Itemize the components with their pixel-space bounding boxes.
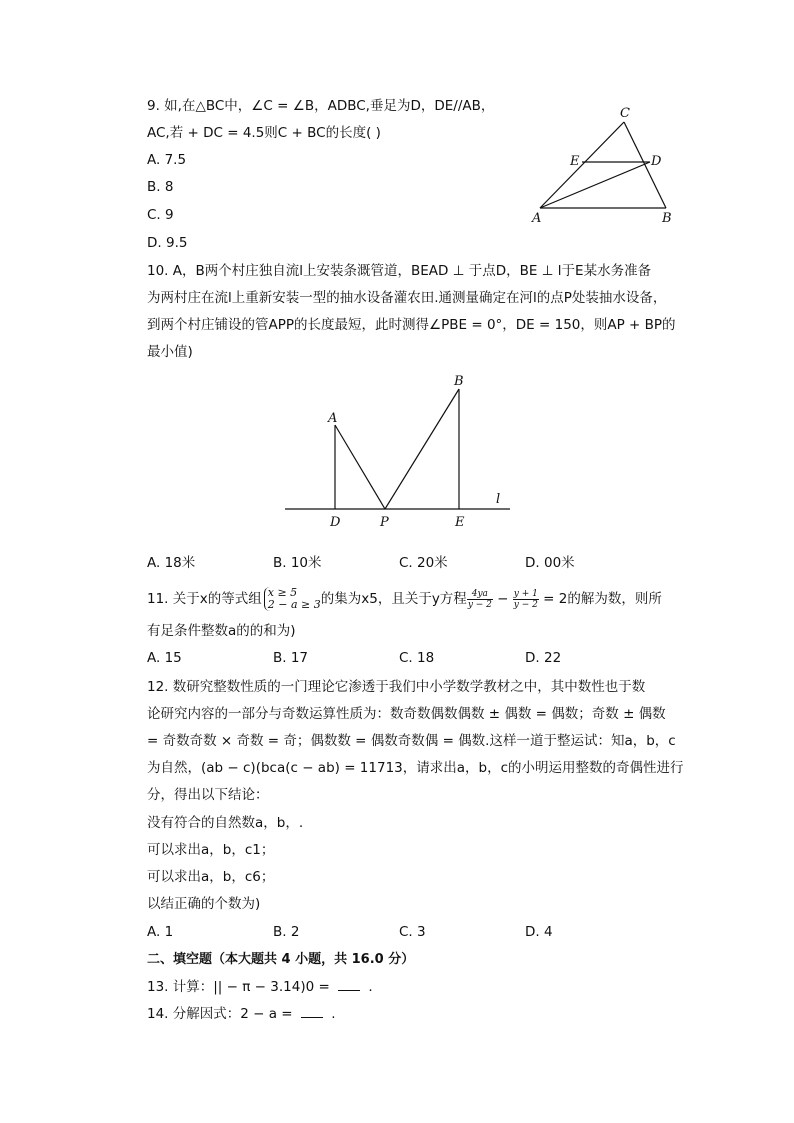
q12-stem-line3: = 奇数奇数 × 奇数 = 奇；偶数数 = 偶数奇数偶 = 偶数.这样一道于整运试：知a，b，c [147,733,676,749]
q12-stem-line1: 12. 数研究整数性质的一门理论它渗透于我们中小学数学教材之中，其中数性也于数 [147,679,646,695]
q11-prefix: 11. 关于x的等式组 [147,591,262,607]
q12-option-d: D. 4 [525,924,553,940]
q10-stem-line4: 最小值) [147,344,193,360]
q12-conclusion-2: 可以求出a，b，c1； [147,842,275,858]
side-ac [540,122,624,208]
q11-fraction-1 [467,589,493,610]
segment-ap [335,425,385,509]
q12-stem-line4: 为自然，(ab − c)(bca(c − ab) = 11713，请求出a，b，c的小明运用整数的奇偶性进行 [147,760,684,776]
q12-option-a: A. 1 [147,924,174,940]
q9-stem-line2: AC,若 + DC = 4.5则C + BC的长度( ) [147,125,381,141]
q12-option-b: B. 2 [273,924,300,940]
section-heading-fill-in: 二、填空题（本大题共 4 小题，共 16.0 分） [147,952,415,967]
label-l: l [496,492,501,507]
q9-triangle-figure [520,100,690,230]
segment-ad [540,162,650,208]
q11-inequality-system [264,587,321,611]
q9-stem-line1: 9. 如,在△BC中，∠C = ∠B，ADBC,垂足为D，DE//AB， [147,98,495,114]
q11-frac2-num: y + 1 [513,588,538,599]
q11-suffix: = 2的解为数，则所 [538,591,662,607]
label-a: A [532,211,542,226]
q12-option-c: C. 3 [399,924,426,940]
q11-minus: − [492,591,513,607]
q9-option-b: B. 8 [147,179,174,195]
q14-stem [147,1004,336,1024]
q13-answer-blank[interactable] [338,978,360,991]
q11-fraction-2 [513,589,539,610]
segment-pb [385,389,459,509]
q10-option-b: B. 10米 [273,555,322,571]
label-e: E [455,515,465,530]
q10-option-d: D. 00米 [525,555,575,571]
q12-conclusion-3: 可以求出a，b，c6； [147,869,275,885]
q14-end: . [326,1006,336,1022]
label-p: P [380,515,389,530]
q11-frac2-den: y − 2 [513,599,538,610]
label-b: B [454,374,464,389]
q11-option-b: B. 17 [273,650,309,666]
q11-stem-line2: 有足条件整数a的的和为) [147,623,296,639]
q10-option-c: C. 20米 [399,555,448,571]
q9-option-a: A. 7.5 [147,152,187,168]
q11-frac1-den: y − 2 [467,599,492,610]
q11-sys-bottom: 2 − a ≥ 3 [267,598,321,611]
label-e: E [570,154,580,169]
q13-stem [147,977,373,997]
q10-river-figure [280,368,520,533]
q9-option-c: C. 9 [147,207,174,223]
q11-sys-top: x ≥ 5 [267,586,298,599]
q11-option-d: D. 22 [525,650,562,666]
q12-conclusion-1: 没有符合的自然数a，b，. [147,815,304,831]
q12-stem-line5: 分，得出以下结论： [147,787,269,803]
q10-stem-line1: 10. A，B两个村庄独自流l上安装条溉管道，BEAD ⊥ 于点D，BE ⊥ l于E某水务准备 [147,263,652,279]
q10-stem-line2: 为两村庄在流l上重新安装一型的抽水设备灌农田.通测量确定在河l的点P处装抽水设备， [147,290,667,306]
q13-end: . [364,979,373,995]
q12-stem-final: 以结正确的个数为) [147,896,261,912]
label-c: C [620,106,630,121]
q14-answer-blank[interactable] [301,1005,323,1018]
q12-stem-line2: 论研究内容的一部分与奇数运算性质为：数奇数偶数偶数 ± 偶数 = 偶数；奇数 ± 偶数 [147,706,666,722]
label-b: B [662,211,672,226]
q14-text: 14. 分解因式：2 − a = [147,1006,297,1022]
q11-frac1-num: 4ya [467,589,493,600]
label-d: D [651,154,662,169]
label-a: A [328,411,338,426]
q10-option-a: A. 18米 [147,555,196,571]
q9-option-d: D. 9.5 [147,235,188,251]
q11-middle: 的集为x5，且关于y方程 [320,591,467,607]
q11-option-a: A. 15 [147,650,182,666]
q10-stem-line3: 到两个村庄铺设的管APP的长度最短，此时测得∠PBE = 0°，DE = 150，则AP + BP的 [147,317,676,333]
q11-stem-line1 [147,586,662,612]
q11-option-c: C. 18 [399,650,435,666]
q13-text: 13. 计算：|| − π − 3.14)0 = [147,979,335,995]
label-d: D [330,515,341,530]
